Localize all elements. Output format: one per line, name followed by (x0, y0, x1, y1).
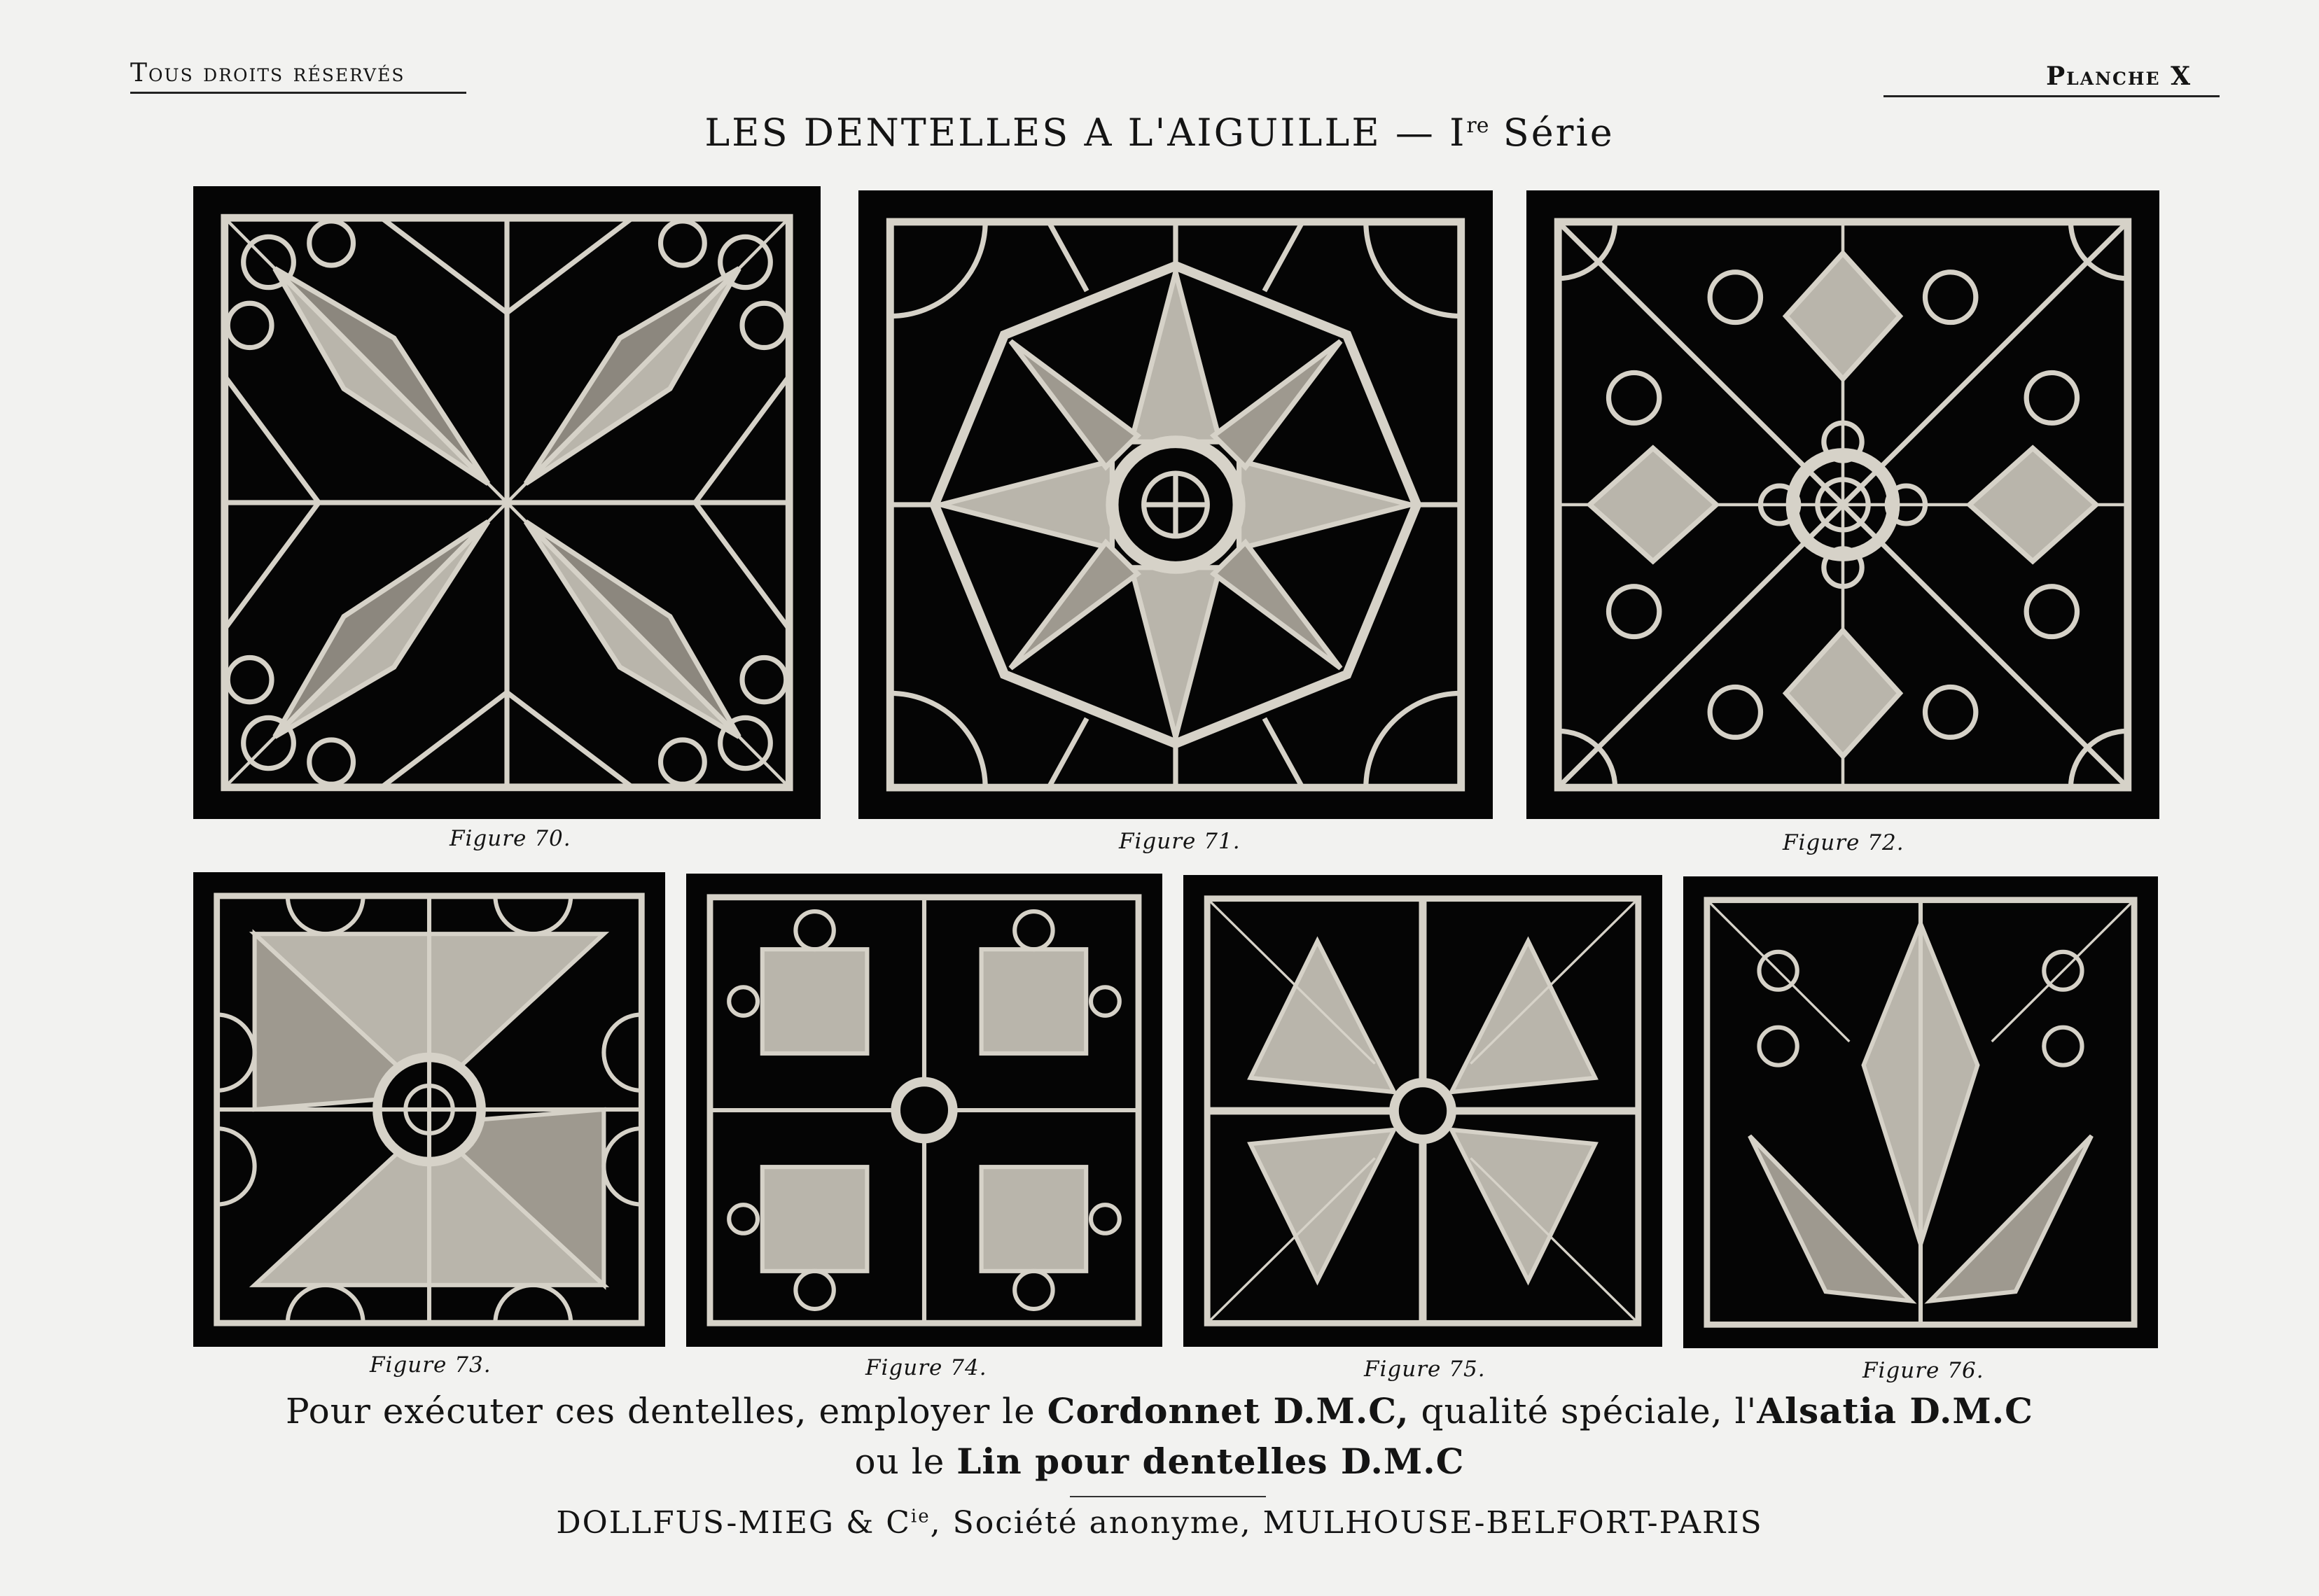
lin-product: Lin pour dentelles D.M.C (956, 1441, 1465, 1482)
figure-75-image (1183, 875, 1662, 1347)
cordonnet-product: Cordonnet D.M.C, (1047, 1390, 1409, 1432)
title-superscript: re (1466, 113, 1489, 138)
title-main: LES DENTELLES A L'AIGUILLE — I (704, 111, 1467, 155)
instructions-text: qualité spéciale, l' (1409, 1391, 1757, 1432)
figure-74-caption: Figure 74. (865, 1355, 987, 1380)
instructions-line-2 (0, 1441, 2319, 1482)
figure-72-image (1526, 190, 2159, 819)
figure-76-caption: Figure 76. (1862, 1358, 1984, 1383)
figure-76-image (1683, 876, 2158, 1348)
figure-71-caption: Figure 71. (1119, 829, 1241, 854)
figure-75-caption: Figure 75. (1364, 1357, 1486, 1382)
publisher-location: , Société anonyme, MULHOUSE-BELFORT-PARIS (930, 1505, 1763, 1541)
alsatia-product: Alsatia D.M.C (1757, 1390, 2033, 1432)
instructions-line-1 (0, 1390, 2319, 1432)
title-suffix: Série (1489, 111, 1615, 155)
instructions-text: ou le (854, 1441, 957, 1482)
plate-number-header: Planche X (1883, 62, 2220, 97)
divider (1070, 1496, 1266, 1497)
publisher-name: DOLLFUS-MIEG & C (556, 1505, 911, 1541)
figure-74-image (686, 874, 1162, 1347)
publisher-superscript: ie (910, 1506, 931, 1527)
page-title (0, 111, 2319, 155)
figure-73-image (193, 872, 665, 1347)
figure-73-caption: Figure 73. (370, 1352, 492, 1378)
figure-71-image (858, 190, 1493, 819)
publisher-footer (0, 1505, 2319, 1541)
instructions-text: Pour exécuter ces dentelles, employer le (286, 1391, 1047, 1432)
figure-70-image (193, 186, 821, 819)
figure-72-caption: Figure 72. (1783, 830, 1904, 855)
rights-reserved-header: Tous droits réservés (130, 59, 466, 94)
figure-70-caption: Figure 70. (450, 826, 571, 851)
